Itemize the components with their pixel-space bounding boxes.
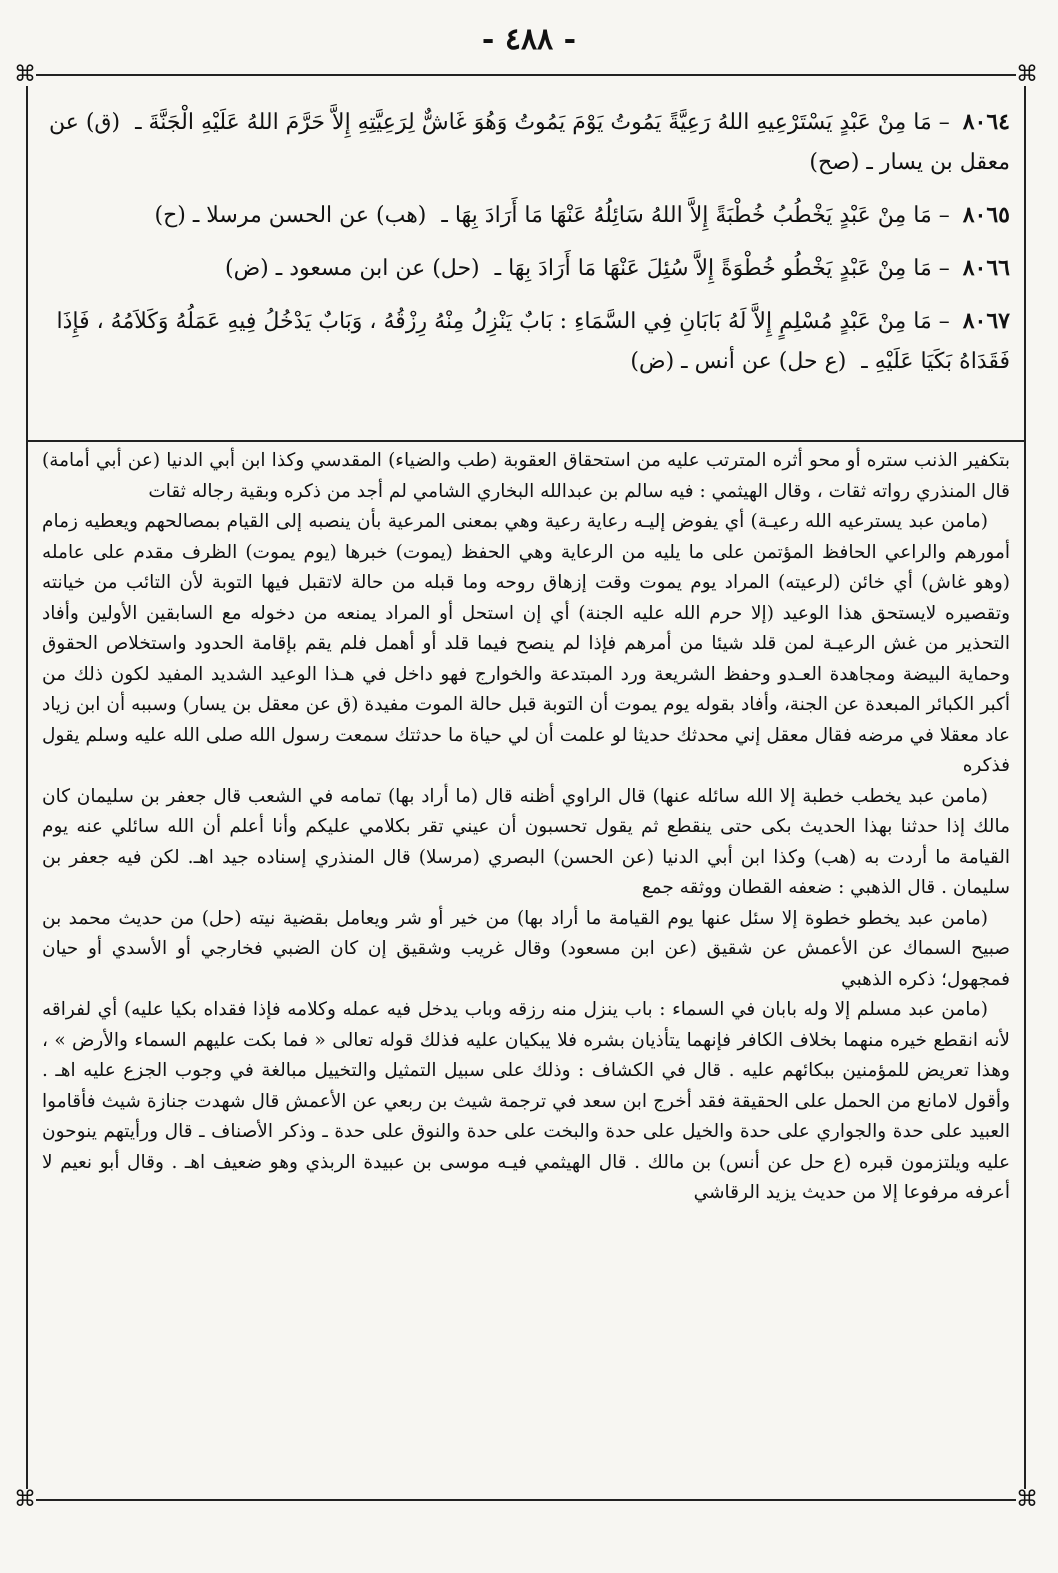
frame-right-rule <box>1024 76 1026 1499</box>
hadith-number: ٨٠٦٥ <box>962 202 1010 228</box>
corner-ornament-icon: ⌘ <box>14 62 36 87</box>
hadith-number: ٨٠٦٤ <box>962 109 1010 135</box>
commentary-paragraph: (مامن عبد مسلم إلا وله بابان في السماء : باب ينزل منه رزقه وباب يدخل فيه عمله وكلامه فإذا فقداه بكيا عليه) أي لفراقه لأنه انقطع خيره منهما بخلاف الكافر فإنهما يتأذيان بشره فلا يبكيان عليه فذلك قوله تعالى « فما بكت عليهم السماء والأرض » ، وهذا تعريض للمؤمنين ببكائهم عليه . قال في الكشاف : وذلك على سبيل التمثيل والتخييل مبالغة في وجوب الجزع عليه اهـ . وأقول لامانع من الحمل على الحقيقة فقد أخرج ابن سعد في ترجمة شيث بن ربعي عن الأعمش قال شهدت جنازة شيث فأقاموا العبيد على حدة والجواري على حدة والخيل على حدة والبخت على حدة والنوق على حدة ـ وذكر الأصناف ـ قال ورأيتهم ينوحون عليه ويلتزمون قبره (ع حل عن أنس) بن مالك . قال الهيثمي فيـه موسى بن عبيدة الربذي وهو ضعيف اهـ . وقال أبو نعيم لا أعرفه مرفوعا إلا من حديث يزيد الرقاشي <box>42 999 1010 1203</box>
corner-ornament-icon: ⌘ <box>14 1487 36 1512</box>
section-divider <box>28 440 1026 442</box>
commentary-paragraph: (مامن عبد يخطب خطبة إلا الله سائله عنها) قال الراوي أظنه قال (ما أراد بها) تمامه في الشعب قال جعفر بن سليمان كان مالك إذا حدثنا بهذا الحديث بكى حتى ينقطع ثم يقول تحسبون أن عيني تقر بكلامي عليكم وأنا أعلم أن الله سائلي عنه يوم القيامة ما أردت به (هب) وكذا ابن أبي الدنيا (عن الحسن) البصري (مرسلا) قال المنذري إسناده جيد اهـ. لكن فيه جعفر بن سليمان . قال الذهبي : ضعفه القطان ووثقه جمع <box>42 785 1010 898</box>
hadith-text: – مَا مِنْ عَبْدٍ مُسْلِمٍ إِلاَّ لَهُ بَابَانِ فِي السَّمَاءِ : بَابٌ يَنْزِلُ مِنْهُ رِزْقُهُ ، وَبَابٌ يَدْخُلُ فِيهِ عَمَلُهُ وَكَلاَمُهُ ، فَإِذَا فَقَدَاهُ بَكَيَا عَلَيْهِ ـ <box>56 309 1010 374</box>
commentary-paragraph: (مامن عبد يخطو خطوة إلا سئل عنها يوم القيامة ما أراد بها) من خير أو شر ويعامل بقضية نيته (حل) من حديث محمد بن صبيح السماك عن الأعمش عن شقيق (عن ابن مسعود) وقال غريب وشقيق إن كان الضبي فخارجي أو الأسدي أو حيان فمجهول؛ ذكره الذهبي <box>42 907 1010 990</box>
corner-ornament-icon: ⌘ <box>1016 62 1038 87</box>
commentary-paragraph: (مامن عبد يسترعيه الله رعيـة) أي يفوض إليـه رعاية رعية وهي بمعنى المرعية بأن ينصبه إلى القيام بمصالحهم ويعطيه زمام أمورهم والراعي الحافظ المؤتمن على ما يليه من الرعاية وهي الحفظ (يموت) خبرها (يوم يموت) الظرف مقدم على عامله (وهو غاش) أي خائن (لرعيته) المراد يوم يموت وقت إزهاق روحه وما قبله من حالة لاتقبل فيها التوبة لأن التائب من خيانته وتقصيره لايستحق هذا الوعيد (إلا حرم الله عليه الجنة) أي إن استحل أو المراد يمنعه من دخوله مع السابقين الأولين وأفاد التحذير من غش الرعيـة لمن قلد شيئا من أمرهم فإذا لم ينصح فيما قلد أو أهمل فلم يقم بإقامة الحدود واستخلاص الحقوق وحماية البيضة ومجاهدة العـدو وحفظ الشريعة ورد المبتدعة والخوارج فهو داخل في هـذا الوعيد الشديد المفيد لكون ذلك من أكبر الكبائر المبعدة عن الجنة، وأفاد بقوله يوم يموت أن التوبة قبل حالة الموت مفيدة (ق عن معقل بن يسار) وسببه أن ابن زياد عاد معقلا في مرضه فقال معقل إني محدثك حديثا لو علمت أن لي حياة ما حدثتك سمعت رسول الله صلى الله عليه وسلم يقول فذكره <box>42 511 1010 776</box>
hadith-entry <box>40 195 1010 236</box>
hadith-text: – مَا مِنْ عَبْدٍ يَخْطُبُ خُطْبَةً إِلاَّ اللهُ سَائِلُهُ عَنْهَا مَا أَرَادَ بِهَا ـ <box>441 203 950 228</box>
commentary-section <box>42 446 1010 1486</box>
hadith-text: – مَا مِنْ عَبْدٍ يَخْطُو خُطْوَةً إِلاَّ سُئِلَ عَنْهَا مَا أَرَادَ بِهَا ـ <box>494 256 950 281</box>
hadith-number: ٨٠٦٧ <box>962 308 1010 334</box>
commentary-paragraph: بتكفير الذنب ستره أو محو أثره المترتب عليه من استحقاق العقوبة (طب والضياء) المقدسي وكذا ابن أبي الدنيا (عن أبي أمامة) قال المنذري رواته ثقات ، وقال الهيثمي : فيه سالم بن عبدالله البخاري الشامي لم أجد من ذكره وبقية رجاله ثقات <box>42 450 1010 502</box>
frame-left-rule <box>26 76 28 1499</box>
hadith-entry <box>40 102 1010 183</box>
hadith-source: (حل) عن ابن مسعود ـ (ض) <box>225 256 480 281</box>
hadith-source: (هب) عن الحسن مرسلا ـ (ح) <box>154 203 427 228</box>
hadith-source: (ق) عن معقل بن يسار ـ (صح) <box>48 110 1010 175</box>
hadith-entry <box>40 301 1010 382</box>
hadith-number: ٨٠٦٦ <box>962 255 1010 281</box>
corner-ornament-icon: ⌘ <box>1016 1487 1038 1512</box>
hadith-list <box>40 102 1010 432</box>
hadith-text: – مَا مِنْ عَبْدٍ يَسْتَرْعِيهِ اللهُ رَعِيَّةً يَمُوتُ يَوْمَ يَمُوتُ وَهُوَ غَاشٌّ لِرَعِيَّتِهِ إِلاَّ حَرَّمَ اللهُ عَلَيْهِ الْجَنَّةَ ـ <box>135 110 950 135</box>
page-number: - ٤٨٨ - <box>481 22 577 57</box>
hadith-source: (ع حل) عن أنس ـ (ض) <box>630 349 847 374</box>
hadith-entry <box>40 248 1010 289</box>
